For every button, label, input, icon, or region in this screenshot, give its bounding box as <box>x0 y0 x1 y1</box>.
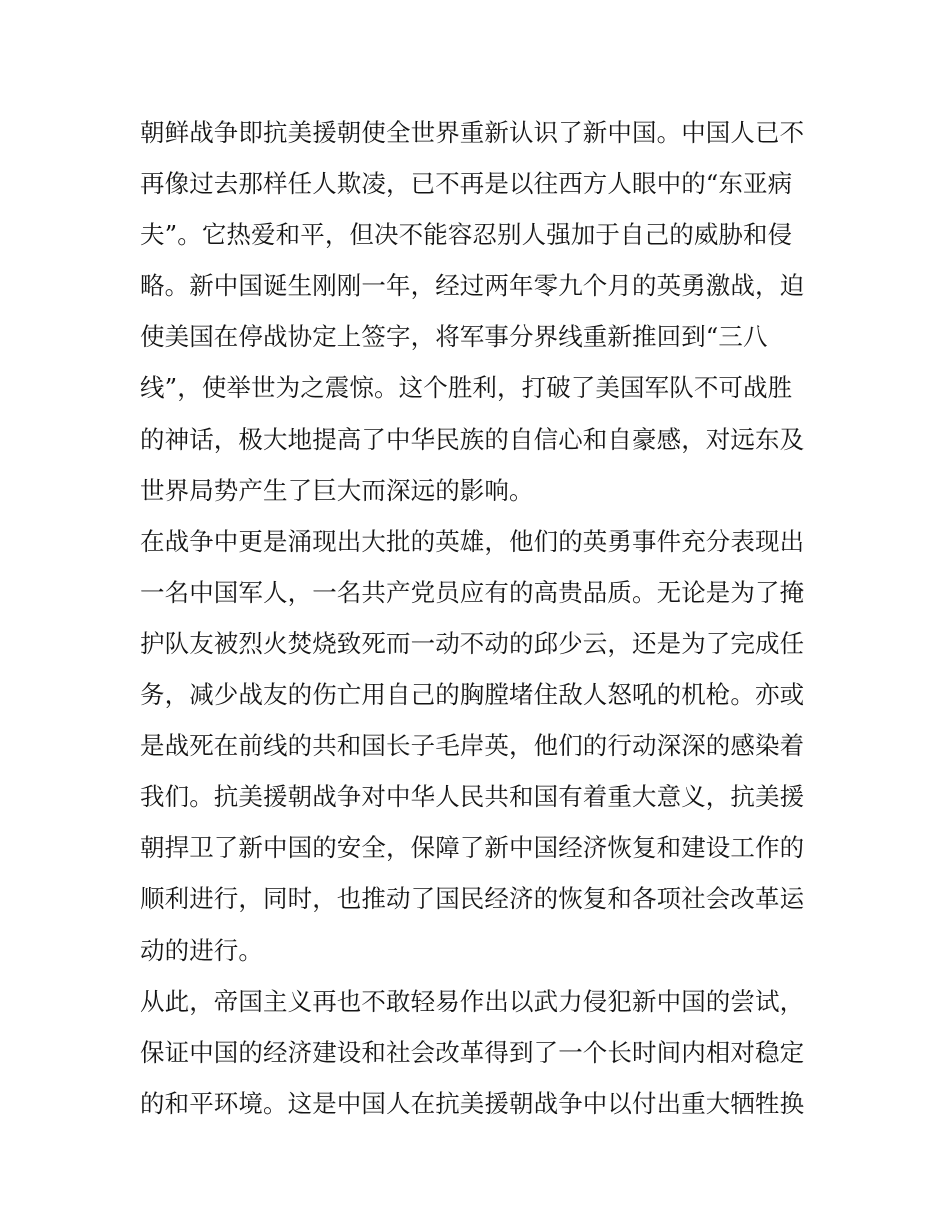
text-line: 从此，帝国主义再也不敢轻易作出以武力侵犯新中国的尝试， <box>140 986 805 1016</box>
text-line: 的神话，极大地提高了中华民族的自信心和自豪感，对远东及 <box>140 424 805 454</box>
text-line: 保证中国的经济建设和社会改革得到了一个长时间内相对稳定 <box>140 1037 805 1067</box>
text-line: 动的进行。 <box>140 935 263 965</box>
text-line: 顺利进行，同时，也推动了国民经济的恢复和各项社会改革运 <box>140 884 805 914</box>
paragraph-2 <box>140 516 812 976</box>
text-line: 世界局势产生了巨大而深远的影响。 <box>140 475 534 505</box>
text-line: 朝鲜战争即抗美援朝使全世界重新认识了新中国。中国人已不 <box>140 118 805 147</box>
text-line: 务，减少战友的伤亡用自己的胸膛堵住敌人怒吼的机枪。亦或 <box>140 680 805 710</box>
text-line: 一名中国军人，一名共产党员应有的高贵品质。无论是为了掩 <box>140 577 805 607</box>
text-line: 略。新中国诞生刚刚一年，经过两年零九个月的英勇激战，迫 <box>140 271 805 301</box>
text-line: 在战争中更是涌现出大批的英雄，他们的英勇事件充分表现出 <box>140 526 805 556</box>
text-line: 我们。抗美援朝战争对中华人民共和国有着重大意义，抗美援 <box>140 782 805 812</box>
paragraph-1 <box>140 107 812 516</box>
text-line: 的和平环境。这是中国人在抗美援朝战争中以付出重大牺牲换 <box>140 1088 805 1118</box>
text-line: 朝捍卫了新中国的安全，保障了新中国经济恢复和建设工作的 <box>140 833 805 863</box>
text-line: 再像过去那样任人欺凌，已不再是以往西方人眼中的“东亚病 <box>140 169 793 199</box>
text-line: 线”，使举世为之震惊。这个胜利，打破了美国军队不可战胜 <box>140 373 793 403</box>
paragraph-3 <box>140 976 812 1129</box>
text-line: 使美国在停战协定上签字，将军事分界线重新推回到“三八 <box>140 322 768 352</box>
text-line: 护队友被烈火焚烧致死而一动不动的邱少云，还是为了完成任 <box>140 628 805 658</box>
document-body <box>140 107 812 1129</box>
text-line: 夫”。它热爱和平，但决不能容忍别人强加于自己的威胁和侵 <box>140 220 793 250</box>
text-line: 是战死在前线的共和国长子毛岸英，他们的行动深深的感染着 <box>140 731 805 761</box>
